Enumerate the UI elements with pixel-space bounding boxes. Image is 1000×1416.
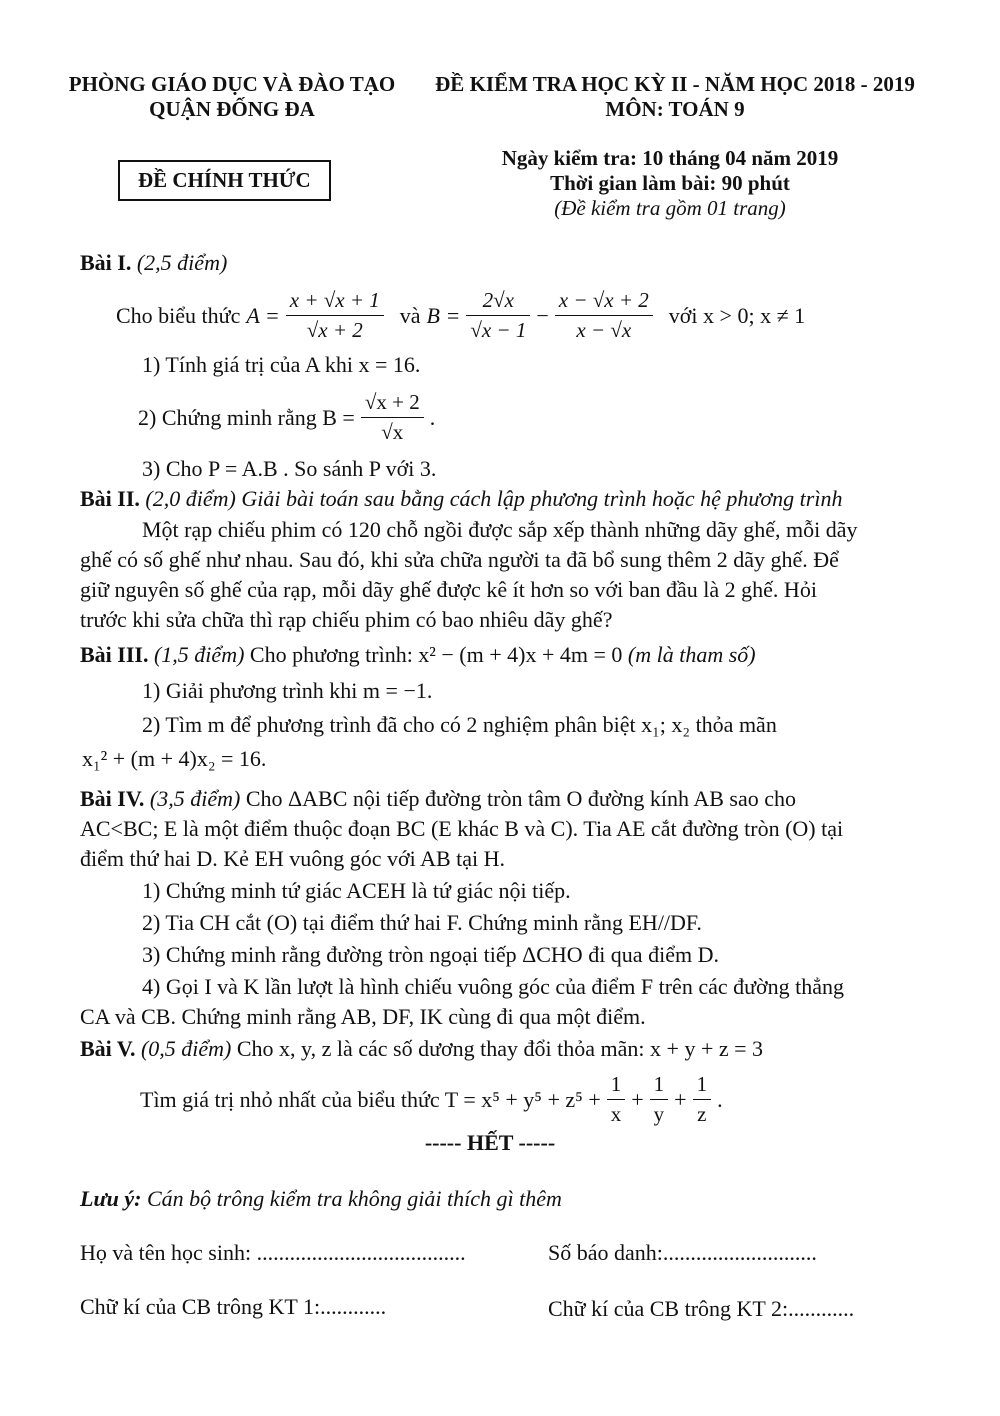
bai5-plus-2: + <box>674 1086 687 1112</box>
bai1-title: Bài I. <box>80 250 132 275</box>
bai1-question-3: 3) Cho P = A.B . So sánh P với 3. <box>142 456 437 481</box>
bai4-question-3: 3) Chứng minh rằng đường tròn ngoại tiếp ΔCHO đi qua điểm D. <box>142 942 719 967</box>
bai1-q2-numerator: √x + 2 <box>361 390 424 418</box>
exam-duration: Thời gian làm bài: 90 phút <box>550 171 790 195</box>
bai5-intro: Cho x, y, z là các số dương thay đổi thỏa mãn: x + y + z = 3 <box>236 1036 764 1061</box>
bai5-fraction-x-den: x <box>610 1102 622 1126</box>
bai5-plus-1: + <box>631 1086 644 1112</box>
bai3-question-2-line-1: 2) Tìm m để phương trình đã cho có 2 nghiệm phân biệt x₁; x₂ thỏa mãn <box>142 712 777 737</box>
bai2-line-1: Một rạp chiếu phim có 120 chỗ ngồi được sắp xếp thành những dãy ghế, mỗi dãy <box>142 517 858 542</box>
exam-date: Ngày kiểm tra: 10 tháng 04 năm 2019 <box>501 146 839 170</box>
bai5-fraction-y-num: 1 <box>650 1072 669 1100</box>
bai3-title: Bài III. <box>80 642 149 667</box>
bai4-line-1 <box>80 784 910 814</box>
expr-b-fraction-1 <box>466 288 530 343</box>
exam-subject: MÔN: TOÁN 9 <box>605 97 745 121</box>
exam-heading <box>420 72 930 122</box>
bai4-question-4-line-2: CA và CB. Chứng minh rằng AB, DF, IK cùng đi qua một điểm. <box>80 1004 646 1029</box>
expr-b-fraction-2 <box>555 288 653 343</box>
bai4-line-2: AC<BC; E là một điểm thuộc đoạn BC (E khác B và C). Tia AE cắt đường tròn (O) tại <box>80 816 844 841</box>
bai1-heading <box>80 250 227 276</box>
bai1-points: (2,5 điểm) <box>136 250 228 275</box>
bai3-points: (1,5 điểm) <box>153 642 245 667</box>
expr-a-lhs: A = <box>246 302 280 328</box>
bai4-line-3: điểm thứ hai D. Kẻ EH vuông góc với AB tại H. <box>80 846 506 871</box>
expr-a-numerator: x + √x + 1 <box>286 288 384 316</box>
bai3-heading <box>80 642 756 668</box>
bai2-body <box>80 515 902 635</box>
bai5-fraction-z-num: 1 <box>693 1072 712 1100</box>
note-label: Lưu ý: <box>80 1186 142 1211</box>
expr-a-denominator: √x + 2 <box>306 318 363 342</box>
bai5-q-end: . <box>717 1086 723 1112</box>
official-label: ĐỀ CHÍNH THỨC <box>138 168 311 192</box>
bai4-question-4-line-1: 4) Gọi I và K lần lượt là hình chiếu vuông góc của điểm F trên các đường thẳng <box>142 974 845 999</box>
bai4-question-2: 2) Tia CH cắt (O) tại điểm thứ hai F. Chứng minh rằng EH//DF. <box>142 910 702 935</box>
proctor-signature-1: Chữ kí của CB trông KT 1:............ <box>80 1294 387 1319</box>
bai1-intro: Cho biểu thức <box>116 302 241 328</box>
student-name-field: Họ và tên học sinh: ...................................... <box>80 1240 466 1265</box>
bai1-expressions <box>116 288 805 343</box>
bai2-points: (2,0 điểm) Giải bài toán sau bằng cách lập phương trình hoặc hệ phương trình <box>145 486 843 511</box>
exam-title: ĐỀ KIỂM TRA HỌC KỲ II - NĂM HỌC 2018 - 2019 <box>435 72 915 96</box>
bai1-question-2 <box>138 390 435 445</box>
bai4-body <box>80 784 910 874</box>
expr-b-numerator-2: x − √x + 2 <box>555 288 653 316</box>
bai3-question-2-line-2: x₁² + (m + 4)x₂ = 16. <box>82 746 267 771</box>
bai5-q-prefix: Tìm giá trị nhỏ nhất của biểu thức T = x⁵ + y⁵ + z⁵ + <box>140 1086 601 1112</box>
bai4-questions <box>142 876 902 1002</box>
bai5-fraction-x-num: 1 <box>607 1072 626 1100</box>
student-id-field: Số báo danh:............................ <box>548 1240 817 1265</box>
bai1-q2-prefix: 2) Chứng minh rằng B = <box>138 404 355 430</box>
bai4-question-1: 1) Chứng minh tứ giác ACEH là tứ giác nội tiếp. <box>142 878 571 903</box>
bai1-question-1: 1) Tính giá trị của A khi x = 16. <box>142 352 421 377</box>
bai5-heading <box>80 1036 763 1062</box>
bai4-line-1-text: Cho ΔABC nội tiếp đường tròn tâm O đường kính AB sao cho <box>245 786 796 811</box>
department-line-2: QUẬN ĐỐNG ĐA <box>149 97 315 121</box>
bai5-fraction-x <box>607 1072 626 1127</box>
expr-b-minus: − <box>536 302 549 328</box>
expr-a-fraction <box>286 288 384 343</box>
proctor-signature-2: Chữ kí của CB trông KT 2:............ <box>548 1296 855 1321</box>
bai1-q2-fraction <box>361 390 424 445</box>
bai1-q2-denominator: √x <box>381 420 404 444</box>
bai2-line-4: trước khi sửa chữa thì rạp chiếu phim có bao nhiêu dãy ghế? <box>80 607 613 632</box>
bai2-line-2: ghế có số ghế như nhau. Sau đó, khi sửa chữa người ta đã bổ sung thêm 2 dãy ghế. Để <box>80 547 839 572</box>
official-label-box <box>118 160 331 201</box>
bai1-and: và <box>399 302 421 328</box>
footer-note <box>80 1186 562 1212</box>
bai2-title: Bài II. <box>80 486 140 511</box>
bai1-q2-end: . <box>429 404 436 430</box>
bai2-line-3: giữ nguyên số ghế của rạp, mỗi dãy ghế được kê ít hơn so với ban đầu là 2 ghế. Hỏi <box>80 577 817 602</box>
end-mark: ----- HẾT ----- <box>424 1130 556 1155</box>
bai5-fraction-z <box>693 1072 712 1127</box>
bai5-fraction-y-den: y <box>653 1102 665 1126</box>
expr-b-denominator-2: x − √x <box>576 318 632 342</box>
bai4-points: (3,5 điểm) <box>149 786 241 811</box>
bai5-fraction-z-den: z <box>697 1102 707 1126</box>
bai5-question <box>140 1072 723 1127</box>
department-name <box>62 72 402 122</box>
bai4-title: Bài IV. <box>80 786 145 811</box>
exam-info <box>470 146 870 221</box>
pages-note: (Đề kiểm tra gồm 01 trang) <box>554 196 786 220</box>
bai2-heading <box>80 486 842 512</box>
bai1-condition: với x > 0; x ≠ 1 <box>668 302 806 328</box>
department-line-1: PHÒNG GIÁO DỤC VÀ ĐÀO TẠO <box>68 72 396 96</box>
bai3-question-1: 1) Giải phương trình khi m = −1. <box>142 678 433 703</box>
bai5-points: (0,5 điểm) <box>140 1036 232 1061</box>
bai5-fraction-y <box>650 1072 669 1127</box>
note-text: Cán bộ trông kiểm tra không giải thích gì thêm <box>146 1186 562 1211</box>
bai3-intro: Cho phương trình: x² − (m + 4)x + 4m = 0 <box>249 642 623 667</box>
expr-b-lhs: B = <box>426 302 461 328</box>
bai5-title: Bài V. <box>80 1036 136 1061</box>
expr-b-numerator-1: 2√x <box>466 288 530 316</box>
expr-b-denominator-1: √x − 1 <box>470 318 527 342</box>
bai3-param: (m là tham số) <box>627 642 756 667</box>
